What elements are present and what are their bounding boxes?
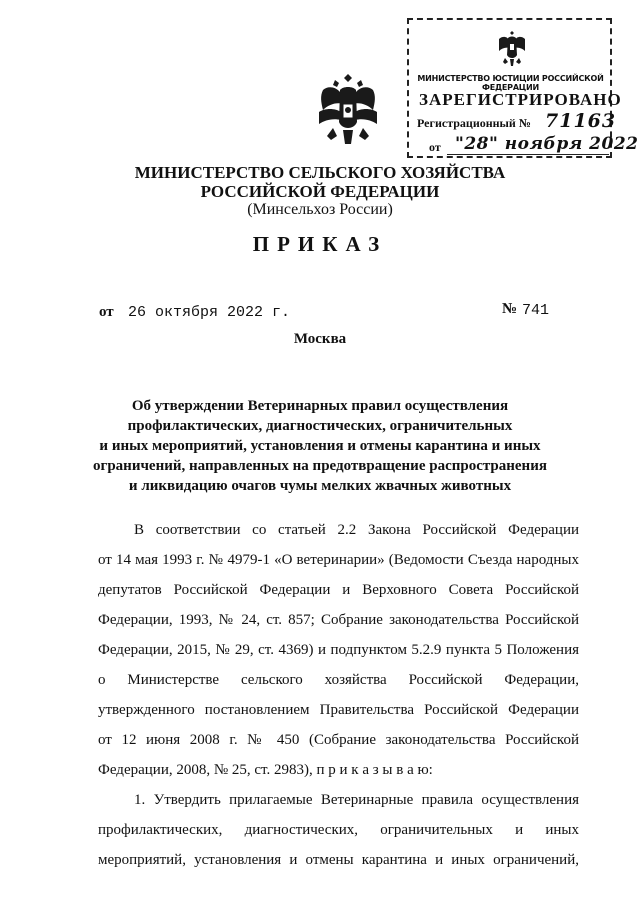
stamp-registration-number: 71163	[545, 110, 617, 132]
title-line: и иных мероприятий, установления и отмены карантина и иных	[99, 438, 541, 454]
body-line: о Министерстве сельского хозяйства Российской Федерации,	[98, 672, 579, 688]
body-line: Федерации, 1993, № 24, ст. 857; Собрание законодательства Российской	[98, 612, 579, 628]
ministry-short-name: (Минсельхоз России)	[247, 201, 393, 218]
coat-of-arms-emblem	[313, 68, 383, 150]
body-line: профилактических, диагностических, ограничительных и иных	[98, 822, 579, 838]
body-line: от 12 июня 2008 г. № 450 (Собрание законодательства Российской	[98, 732, 579, 748]
ministry-name-line-1: МИНИСТЕРСТВО СЕЛЬСКОГО ХОЗЯЙСТВА	[134, 163, 506, 182]
order-number: 741	[522, 302, 550, 319]
stamp-ministry-name: МИНИСТЕРСТВО ЮСТИЦИИ РОССИЙСКОЙ ФЕДЕРАЦИИ	[417, 74, 604, 92]
title-line: Об утверждении Ветеринарных правил осуществления	[131, 398, 509, 414]
body-line: депутатов Российской Федерации и Верховного Совета Российской	[98, 582, 579, 598]
body-line: Федерации, 2008, № 25, ст. 2983), п р и к а з ы в а ю:	[98, 762, 433, 778]
stamp-registration-date: "28" ноября 2022	[455, 134, 639, 154]
order-title	[60, 396, 580, 496]
city: Москва	[293, 331, 347, 347]
title-line: ограничений, направленных на предотвращение распространения	[93, 458, 547, 474]
body-line: Федерации, 2015, № 29, ст. 4369) и подпунктом 5.2.9 пункта 5 Положения	[98, 642, 579, 658]
ministry-name-line-2: РОССИЙСКОЙ ФЕДЕРАЦИИ	[200, 182, 440, 201]
body-line: 1. Утвердить прилагаемые Ветеринарные правила осуществления	[134, 792, 579, 808]
stamp-date-underline	[447, 154, 609, 155]
stamp-emblem-icon	[495, 28, 529, 68]
body-line: от 14 мая 1993 г. № 4979-1 «О ветеринарии» (Ведомости Съезда народных	[98, 552, 579, 568]
registration-stamp	[407, 18, 639, 158]
order-body	[98, 515, 579, 875]
order-date: 26 октября 2022 г.	[128, 304, 291, 321]
stamp-registration-label: Регистрационный №	[417, 116, 531, 130]
document-type-title: ПРИКАЗ	[252, 232, 388, 256]
body-line: мероприятий, установления и отмены карантина и иных ограничений,	[98, 852, 579, 868]
body-line: утвержденного постановлением Правительства Российской Федерации	[98, 702, 579, 718]
date-prefix: от	[99, 304, 114, 320]
order-number-label: №	[502, 301, 518, 317]
stamp-registered-title: ЗАРЕГИСТРИРОВАНО	[419, 90, 622, 109]
title-line: профилактических, диагностических, ограничительных	[127, 418, 513, 434]
body-line: В соответствии со статьей 2.2 Закона Российской Федерации	[134, 522, 579, 538]
stamp-date-prefix: от	[429, 140, 441, 154]
title-line: и ликвидацию очагов чумы мелких жвачных животных	[128, 478, 512, 494]
